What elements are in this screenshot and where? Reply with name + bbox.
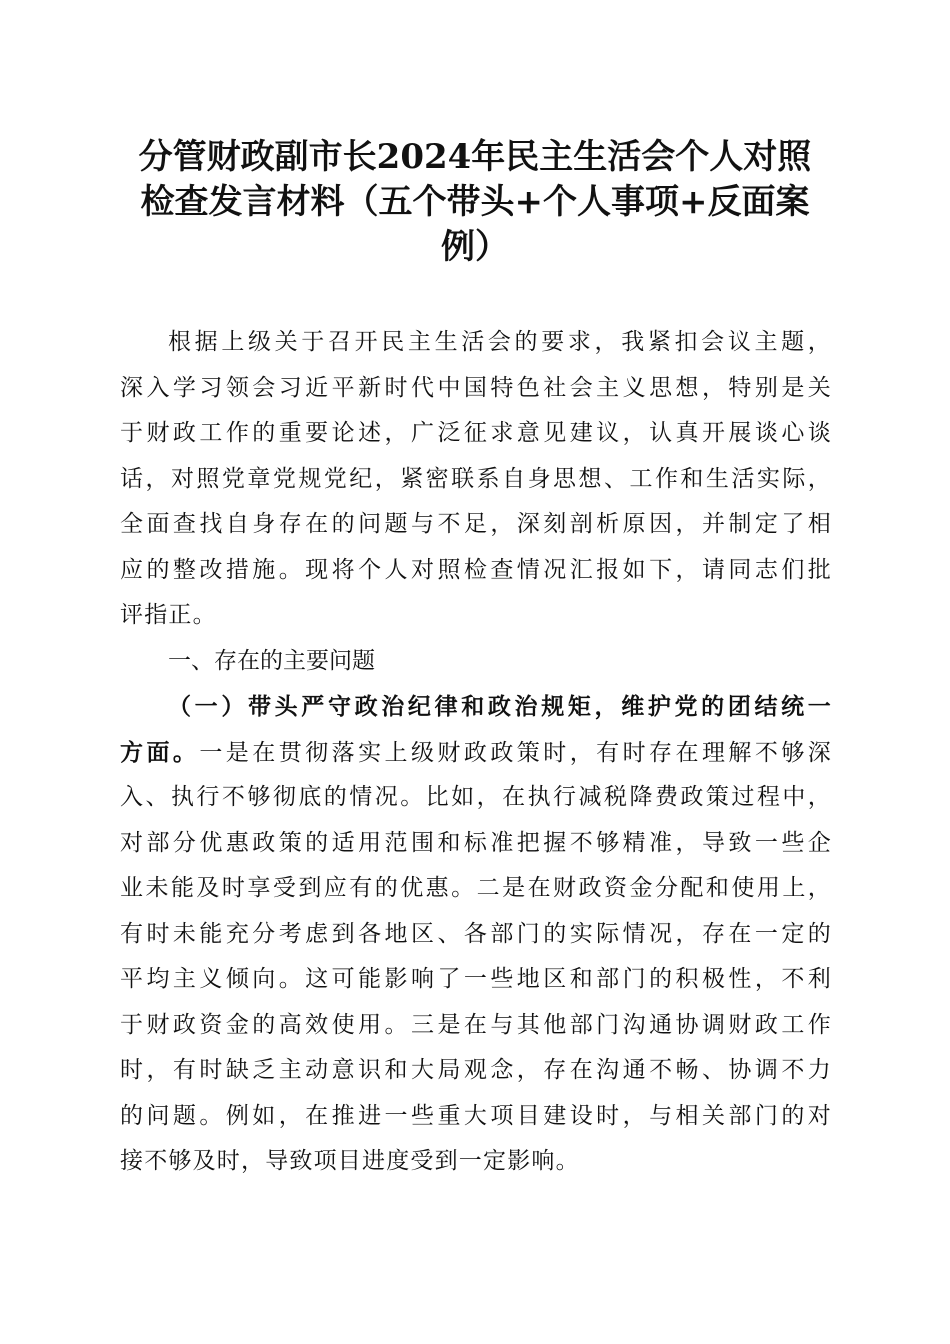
subsection-heading: （一）带头严守政治纪律和政治规矩，维护党的团结统一	[168, 693, 832, 720]
paragraph-line: 有时未能充分考虑到各地区、各部门的实际情况，存在一定的	[120, 920, 832, 947]
paragraph-line: 全面查找自身存在的问题与不足，深刻剖析原因，并制定了相	[120, 511, 832, 537]
document-body	[120, 320, 832, 1185]
intro-paragraph	[120, 320, 832, 639]
paragraph-line: 接不够及时，导致项目进度受到一定影响。	[120, 1148, 580, 1174]
subsection-heading-end: 方面。	[120, 738, 200, 766]
document-title	[110, 135, 840, 270]
paragraph-line: 时，有时缺乏主动意识和大局观念，存在沟通不畅、协调不力	[120, 1057, 832, 1083]
title-line: 检查发言材料（五个带头+个人事项+反面案	[140, 182, 810, 222]
paragraph-line: 对部分优惠政策的适用范围和标准把握不够精准，导致一些企	[120, 829, 832, 856]
title-line: 例）	[441, 227, 509, 267]
paragraph-line: 入、执行不够彻底的情况。比如，在执行减税降费政策过程中，	[120, 784, 832, 810]
paragraph-line: 业未能及时享受到应有的优惠。二是在财政资金分配和使用上，	[120, 875, 832, 901]
paragraph-line: 深入学习领会习近平新时代中国特色社会主义思想，特别是关	[120, 374, 832, 401]
paragraph-text: 一是在贯彻落实上级财政政策时，有时存在理解不够深	[199, 739, 832, 766]
paragraph-line: 于财政资金的高效使用。三是在与其他部门沟通协调财政工作	[120, 1011, 832, 1038]
paragraph-line: 话，对照党章党规党纪，紧密联系自身思想、工作和生活实际，	[120, 465, 832, 492]
section-heading: 一、存在的主要问题	[168, 647, 375, 674]
paragraph-line: 评指正。	[120, 602, 217, 628]
paragraph-line	[120, 730, 832, 776]
paragraph-line: 应的整改措施。现将个人对照检查情况汇报如下，请同志们批	[120, 556, 832, 583]
paragraph-line: 平均主义倾向。这可能影响了一些地区和部门的积极性，不利	[120, 966, 832, 992]
paragraph-line: 根据上级关于召开民主生活会的要求，我紧扣会议主题，	[168, 329, 832, 355]
paragraph-line: 于财政工作的重要论述，广泛征求意见建议，认真开展谈心谈	[120, 420, 832, 446]
title-line: 分管财政副市长2024年民主生活会个人对照	[138, 137, 812, 177]
paragraph-line: 的问题。例如，在推进一些重大项目建设时，与相关部门的对	[120, 1102, 832, 1129]
subsection-paragraph	[120, 684, 832, 1185]
